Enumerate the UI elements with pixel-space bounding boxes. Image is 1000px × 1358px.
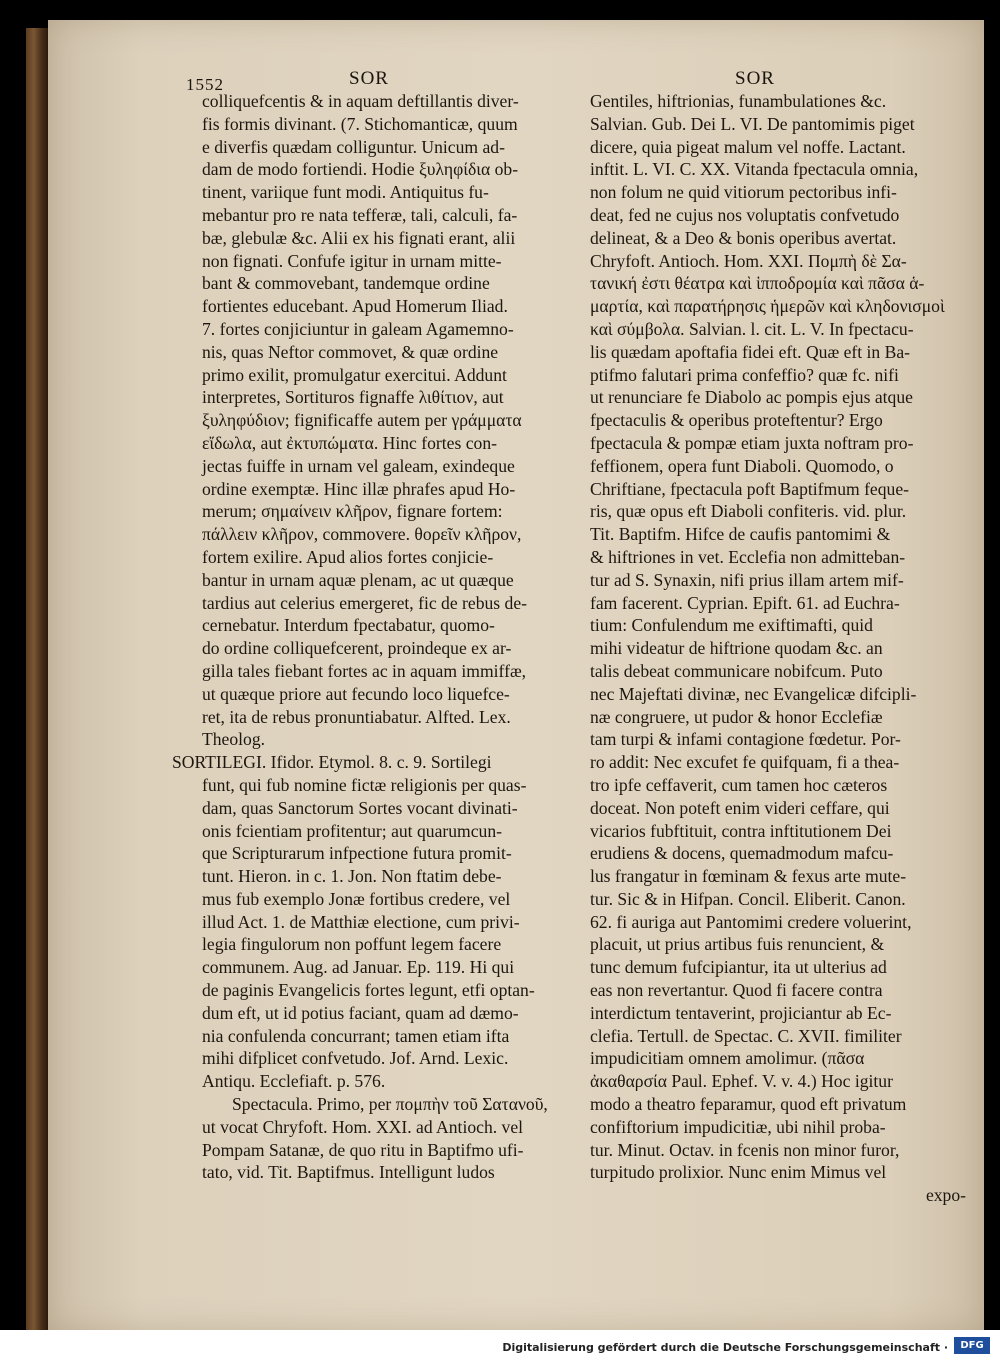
text-line: talis debeat communicare nobifcum. Puto [590, 660, 883, 681]
text-line: erudiens & docens, quemadmodum mafcu- [590, 843, 894, 864]
text-line: tunc demum fufcipiantur, ita ut ulterius ad [590, 957, 887, 978]
text-line: tinent, variique funt modi. Antiquitus fu- [202, 182, 489, 203]
text-line: lus frangatur in fœminam & fexus arte mute- [590, 866, 907, 887]
text-line: interpretes, Sortituros fignaffe λιθίτιον, aut [202, 387, 504, 408]
text-line: Spectacula. Primo, per πομπὴν τοῦ Σατανοῦ, [232, 1094, 548, 1115]
text-line: bæ, glebulæ &c. Alii ex his fignati erant, alii [202, 227, 516, 248]
text-line: illud Act. 1. de Matthiæ electione, cum privi- [202, 911, 520, 932]
text-line: ordine exemptæ. Hinc illæ phrafes apud Ho- [202, 478, 516, 499]
text-line: jectas fuiffe in urnam vel galeam, exindeque [202, 455, 515, 476]
text-line: næ congruere, ut pudor & honor Ecclefiæ [590, 706, 883, 727]
text-line: ptifmo falutari prima confeffio? quæ fc. nifi [590, 364, 899, 385]
text-line: cernebatur. Interdum fpectabatur, quomo- [202, 615, 495, 636]
page-number: 1552 [186, 75, 224, 94]
text-line: feffionem, opera funt Diaboli. Quomodo, o [590, 455, 894, 476]
text-line: μαρτία, καὶ παρατήρησις ἡμερῶν καὶ κληδονισμοὶ [590, 296, 945, 317]
text-line: tur. Minut. Octav. in fcenis non minor furor, [590, 1139, 900, 1160]
text-line: onis fcientiam profitentur; aut quarumcun- [202, 820, 502, 841]
text-line: nia confulenda concurrant; tamen etiam ifta [202, 1025, 510, 1046]
text-line: εἴδωλα, aut ἐκτυπώματα. Hinc fortes con- [202, 432, 497, 453]
text-line: fortientes educebant. Apud Homerum Iliad. [202, 296, 508, 317]
text-line: 62. fi auriga aut Pantomimi credere voluerint, [590, 911, 912, 932]
text-line: tro ipfe ceffaverit, cum tamen hoc cæteros [590, 774, 888, 795]
text-line: non fignati. Confufe igitur in urnam mitte- [202, 250, 502, 271]
text-line: mihi videatur de hiftrione quodam &c. an [590, 638, 883, 659]
text-line: inftit. L. VI. C. XX. Vitanda fpectacula omnia, [590, 159, 919, 180]
text-line: tunt. Hieron. in c. 1. Jon. Non ftatim debe- [202, 866, 502, 887]
text-line: tur ad S. Synaxin, nifi prius illam artem mif- [590, 569, 904, 590]
text-line: legia fingulorum non poffunt legem facere [202, 934, 502, 955]
text-line: ret, ita de rebus pronuntiabatur. Alfted. Lex. [202, 706, 511, 727]
text-line: SORTILEGI. Ifidor. Etymol. 8. c. 9. Sortilegi [172, 752, 492, 773]
text-line: doceat. Non poteft enim videri ceffare, qui [590, 797, 890, 818]
text-line: ro addit: Nec excufet fe quifquam, fi a thea- [590, 752, 900, 773]
text-line: tium: Confulendum me exiftimafti, quid [590, 615, 873, 636]
text-line: tur. Sic & in Hifpan. Concil. Eliberit. Canon. [590, 888, 906, 909]
book-edge [26, 28, 48, 1330]
text-line: ris, quæ opus eft Diaboli confiteris. vid. plur. [590, 501, 907, 522]
text-line: ἀκαθαρσία Paul. Ephef. V. v. 4.) Hoc igitur [590, 1071, 893, 1092]
text-line: lis quædam apoftafia fidei eft. Quæ eft in Ba- [590, 341, 911, 362]
text-line: Theolog. [202, 729, 266, 750]
text-line: mus fub exemplo Jonæ fortibus credere, vel [202, 888, 511, 909]
text-line: eas non revertantur. Quod fi facere contra [590, 980, 883, 1001]
text-line: delineat, & a Deo & bonis operibus avertat. [590, 227, 897, 248]
text-line: e diverfis quædam colliguntur. Unicum ad- [202, 136, 505, 157]
text-line: primo exilit, promulgatur exercitui. Addunt [202, 364, 507, 385]
text-line: funt, qui fub nomine fictæ religionis per quas- [202, 774, 527, 795]
text-line: mihi difplicet confvetudo. Jof. Arnd. Lexic. [202, 1048, 509, 1069]
text-line: impudicitiam omnem amolimur. (πᾶσα [590, 1048, 865, 1069]
text-line: clefia. Tertull. de Spectac. C. XVII. fimiliter [590, 1025, 902, 1046]
text-line: dicere, quia pigeat malum vel noffe. Lactant. [590, 136, 906, 157]
text-line: vicarios fubftituit, contra inftitutionem Dei [590, 820, 892, 841]
text-line: ut renunciare fe Diabolo ac pompis ejus atque [590, 387, 913, 408]
text-line: confiftorium impudicitiæ, ubi nihil proba- [590, 1116, 886, 1137]
text-line: 7. fortes conjiciuntur in galeam Agamemno- [202, 318, 514, 339]
text-line: nis, quas Neftor commovet, & quæ ordine [202, 341, 499, 362]
text-line: fam facerent. Cyprian. Epift. 61. ad Euchra- [590, 592, 900, 613]
text-line: ut quæque priore aut fecundo loco liquefce- [202, 683, 510, 704]
text-line: Salvian. Gub. Dei L. VI. De pantomimis piget [590, 113, 915, 134]
funding-notice: Digitalisierung gefördert durch die Deutsche Forschungsgemeinschaft · [502, 1341, 948, 1354]
text-line: dam, quas Sanctorum Sortes vocant divinati- [202, 797, 518, 818]
text-line: fpectaculis & operibus proteftentur? Ergo [590, 410, 883, 431]
text-line: fis formis divinant. (7. Stichomanticæ, quum [202, 113, 518, 134]
text-line: τανική ἐστι θέατρα καὶ ἱπποδρομία καὶ πᾶσα ἁ- [590, 273, 925, 294]
text-line: bant & commovebant, tandemque ordine [202, 273, 490, 294]
text-line: Antiqu. Ecclefiaft. p. 576. [202, 1071, 386, 1092]
text-line: tardius aut celerius emergeret, fic de rebus de- [202, 592, 528, 613]
text-line: tato, vid. Tit. Baptifmus. Intelligunt ludos [202, 1162, 495, 1183]
text-line: de paginis Evangelicis fortes legunt, etfi optan- [202, 980, 535, 1001]
text-line: ξυληφύδιον; fignificaffe autem per γράμματα [202, 410, 522, 431]
text-line: & hiftriones in vet. Ecclefia non admitteban- [590, 546, 906, 567]
text-line: gilla tales fiebant fortes ac in aquam immiffæ, [202, 660, 527, 681]
text-line: Gentiles, hiftrionias, funambulationes &c. [590, 91, 887, 111]
text-line: do ordine colliquefcerent, proindeque ex ar- [202, 638, 512, 659]
text-line: Chriftiane, fpectacula poft Baptifmum feque- [590, 478, 910, 499]
text-line: πάλλειν κλῆρον, commovere. θορεῖν κλῆρον, [202, 524, 522, 545]
text-line: fortem exilire. Apud alios fortes conjicie- [202, 546, 494, 567]
text-line: colliquefcentis & in aquam deftillantis diver- [202, 91, 519, 111]
text-line: merum; σημαίνειν κλῆρον, fignare fortem: [202, 501, 503, 522]
text-line: non folum ne quid vitiorum pectoribus infi- [590, 182, 897, 203]
running-head-right: SOR [735, 68, 775, 89]
text-line: deat, fed ne cujus nos voluptatis confvetudo [590, 204, 900, 225]
dfg-logo: DFG [954, 1337, 990, 1354]
text-line: Tit. Baptifm. Hifce de caufis pantomimi & [590, 524, 891, 545]
text-line: communem. Aug. ad Januar. Ep. 119. Hi qui [202, 957, 515, 978]
text-line: placuit, ut prius artibus fuis renuncient, & [590, 934, 885, 955]
text-column-right [590, 90, 966, 1207]
text-column-left [172, 90, 570, 1184]
text-line: dum eft, ut id potius faciant, quam ad dæmo- [202, 1002, 519, 1023]
text-line: que Scripturarum infpectione futura promit- [202, 843, 512, 864]
text-line: expo- [925, 1185, 966, 1206]
text-line: interdictum tentaverint, projiciantur ab Ec- [590, 1002, 892, 1023]
text-line: nec Majeftati divinæ, nec Evangelicæ difcipli- [590, 683, 917, 704]
text-line: tam turpi & infami contagione fœdetur. Por- [590, 729, 901, 750]
text-line: mebantur pro re nata tefferæ, tali, calculi, fa- [202, 204, 518, 225]
text-line: dam de modo fortiendi. Hodie ξυληφίδια ob- [202, 159, 519, 180]
text-line: Chryfoft. Antioch. Hom. XXI. Πομπὴ δὲ Σα- [590, 250, 907, 271]
text-line: modo a theatro feparamur, quod eft privatum [590, 1094, 907, 1115]
text-line: καὶ σύμβολα. Salvian. l. cit. L. V. In fpectacu- [590, 318, 914, 339]
text-line: bantur in urnam aquæ plenam, ac ut quæque [202, 569, 514, 590]
text-line: Pompam Satanæ, de quo ritu in Baptifmo ufi- [202, 1139, 524, 1160]
text-line: fpectacula & pompæ etiam juxta noftram pro- [590, 432, 914, 453]
text-line: turpitudo prolixior. Nunc enim Mimus vel [590, 1162, 887, 1183]
text-line: ut vocat Chryfoft. Hom. XXI. ad Antioch. vel [202, 1116, 524, 1137]
running-head-left: SOR [349, 68, 389, 89]
